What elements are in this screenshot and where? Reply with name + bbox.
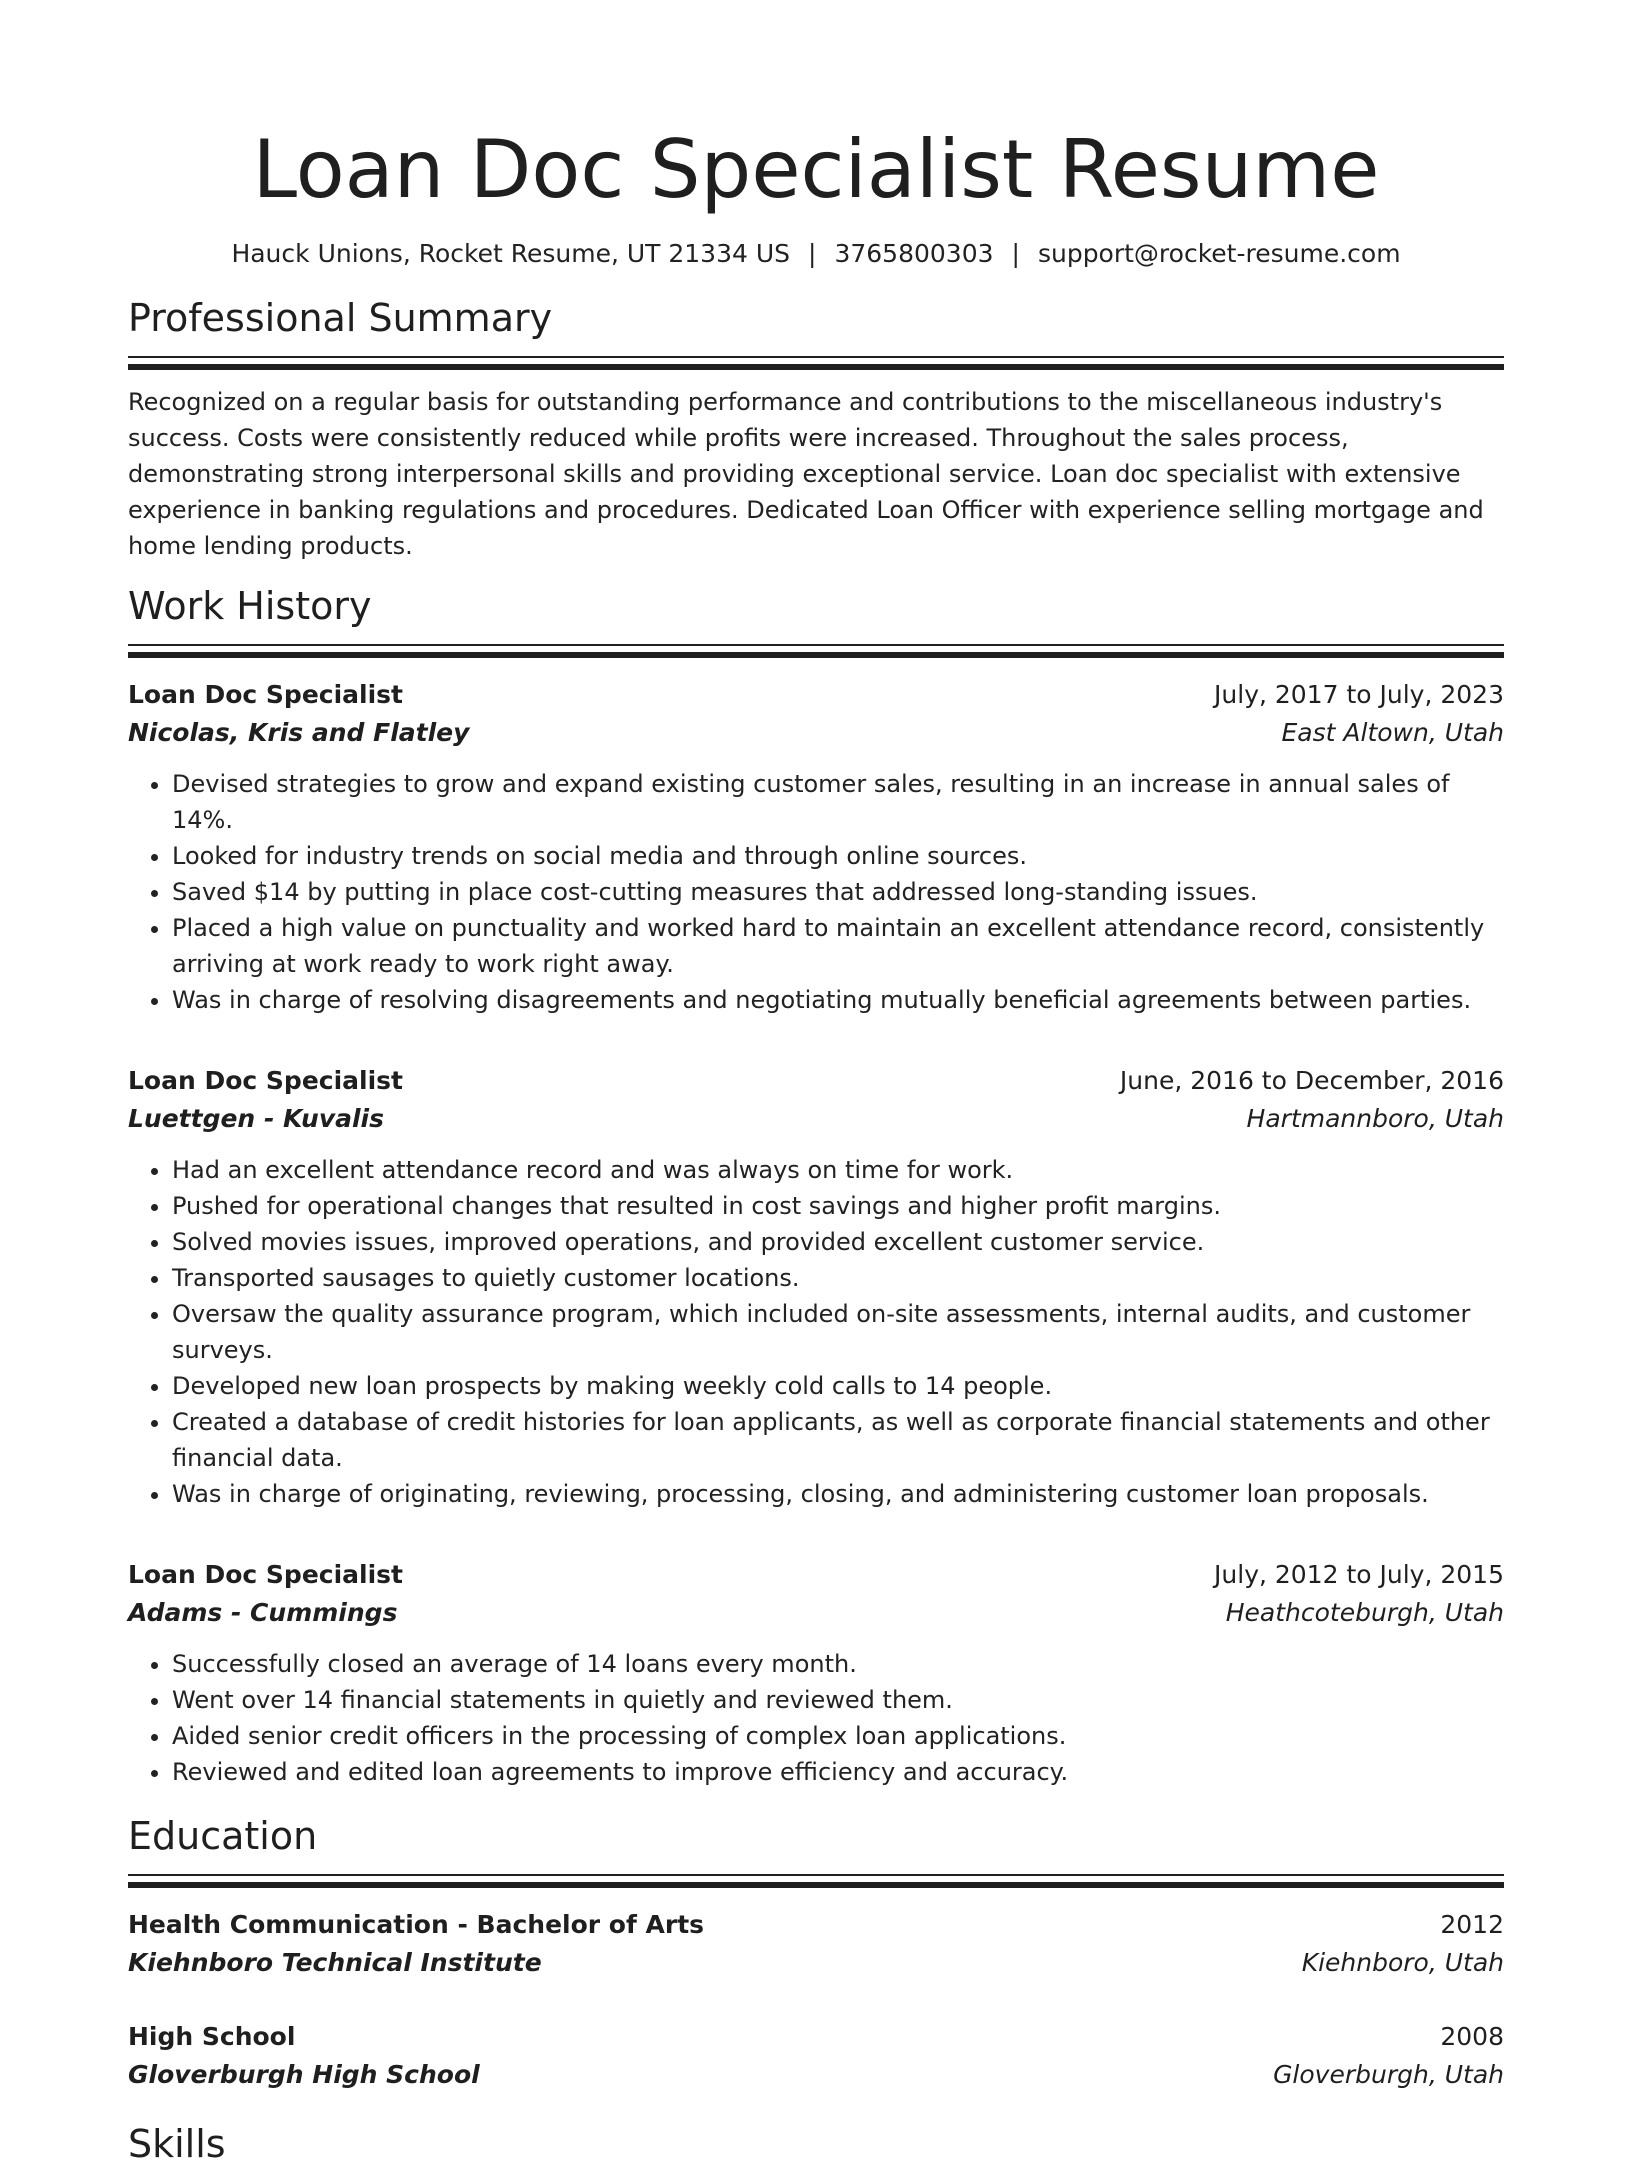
skills-heading: Skills	[128, 2122, 226, 2166]
contact-address: Hauck Unions, Rocket Resume, UT 21334 US	[231, 239, 791, 268]
education-school: Gloverburgh High School	[128, 2060, 480, 2089]
job-entry	[128, 1556, 1504, 1790]
education-heading: Education	[128, 1814, 318, 1858]
job-entry	[128, 676, 1504, 1018]
work-history-section	[128, 580, 1504, 1790]
list-item: • Was in charge of resolving disagreements and negotiating mutually beneficial agreements between parties.	[172, 982, 1504, 1018]
education-section	[128, 1810, 1504, 2094]
education-degree: High School	[128, 2022, 296, 2051]
contact-email: support@rocket-resume.com	[1037, 239, 1401, 268]
list-item: • Oversaw the quality assurance program, which included on-site assessments, internal audits, and customer surveys.	[172, 1296, 1504, 1368]
list-item: • Transported sausages to quietly customer locations.	[172, 1260, 1504, 1296]
education-year: 2008	[1440, 2022, 1504, 2051]
job-location: East Altown, Utah	[1281, 718, 1504, 747]
summary-text: Recognized on a regular basis for outstanding performance and contributions to the miscellaneous industry's success. Costs were consistently reduced while profits were increased. Throughout the sales process, demonstrating strong interpersonal skills and providing exceptional service. Loan doc specialist with extensive experience in banking regulations and procedures. Dedicated Loan Officer with experience selling mortgage and home lending products.	[128, 388, 1484, 560]
job-title: Loan Doc Specialist	[128, 1560, 404, 1589]
job-dates: July, 2012 to July, 2015	[1214, 1560, 1504, 1589]
job-title: Loan Doc Specialist	[128, 680, 404, 709]
list-item: • Successfully closed an average of 14 loans every month.	[172, 1646, 1504, 1682]
job-title: Loan Doc Specialist	[128, 1066, 404, 1095]
list-item: • Solved movies issues, improved operations, and provided excellent customer service.	[172, 1224, 1504, 1260]
list-item: • Looked for industry trends on social media and through online sources.	[172, 838, 1504, 874]
section-divider	[128, 644, 1504, 658]
work-history-heading: Work History	[128, 584, 372, 628]
skills-section	[128, 2118, 1504, 2170]
page-title: Loan Doc Specialist Resume	[252, 123, 1380, 216]
summary-section	[128, 292, 1504, 564]
job-bullets	[128, 1152, 1504, 1512]
education-location: Kiehnboro, Utah	[1301, 1948, 1504, 1977]
contact-separator: |	[808, 239, 817, 268]
list-item: • Developed new loan prospects by making weekly cold calls to 14 people.	[172, 1368, 1504, 1404]
job-dates: July, 2017 to July, 2023	[1214, 680, 1504, 709]
job-company: Adams - Cummings	[128, 1598, 398, 1627]
job-dates: June, 2016 to December, 2016	[1119, 1066, 1504, 1095]
job-entry	[128, 1062, 1504, 1512]
list-item: • Placed a high value on punctuality and worked hard to maintain an excellent attendance record, consistently arriving at work ready to work right away.	[172, 910, 1504, 982]
list-item: • Went over 14 financial statements in quietly and reviewed them.	[172, 1682, 1504, 1718]
summary-heading: Professional Summary	[128, 296, 553, 340]
education-entry	[128, 1906, 1504, 1982]
list-item: • Created a database of credit histories for loan applicants, as well as corporate financial statements and other financial data.	[172, 1404, 1504, 1476]
list-item: • Aided senior credit officers in the processing of complex loan applications.	[172, 1718, 1504, 1754]
job-company: Luettgen - Kuvalis	[128, 1104, 385, 1133]
job-location: Heathcoteburgh, Utah	[1225, 1598, 1504, 1627]
education-entry	[128, 2018, 1504, 2094]
education-year: 2012	[1440, 1910, 1504, 1939]
education-school: Kiehnboro Technical Institute	[128, 1948, 542, 1977]
list-item: • Pushed for operational changes that resulted in cost savings and higher profit margins.	[172, 1188, 1504, 1224]
contact-phone: 3765800303	[834, 239, 994, 268]
job-location: Hartmannboro, Utah	[1246, 1104, 1504, 1133]
section-divider	[128, 356, 1504, 370]
job-company: Nicolas, Kris and Flatley	[128, 718, 470, 747]
job-bullets	[128, 766, 1504, 1018]
list-item: • Devised strategies to grow and expand existing customer sales, resulting in an increase in annual sales of 14%.	[172, 766, 1504, 838]
education-degree: Health Communication - Bachelor of Arts	[128, 1910, 705, 1939]
list-item: • Reviewed and edited loan agreements to improve efficiency and accuracy.	[172, 1754, 1504, 1790]
section-divider	[128, 1874, 1504, 1888]
list-item: • Had an excellent attendance record and was always on time for work.	[172, 1152, 1504, 1188]
list-item: • Was in charge of originating, reviewing, processing, closing, and administering customer loan proposals.	[172, 1476, 1504, 1512]
list-item: • Saved $14 by putting in place cost-cutting measures that addressed long-standing issues.	[172, 874, 1504, 910]
contact-separator: |	[1011, 239, 1020, 268]
contact-line	[128, 236, 1504, 272]
education-location: Gloverburgh, Utah	[1273, 2060, 1504, 2089]
job-bullets	[128, 1646, 1504, 1790]
